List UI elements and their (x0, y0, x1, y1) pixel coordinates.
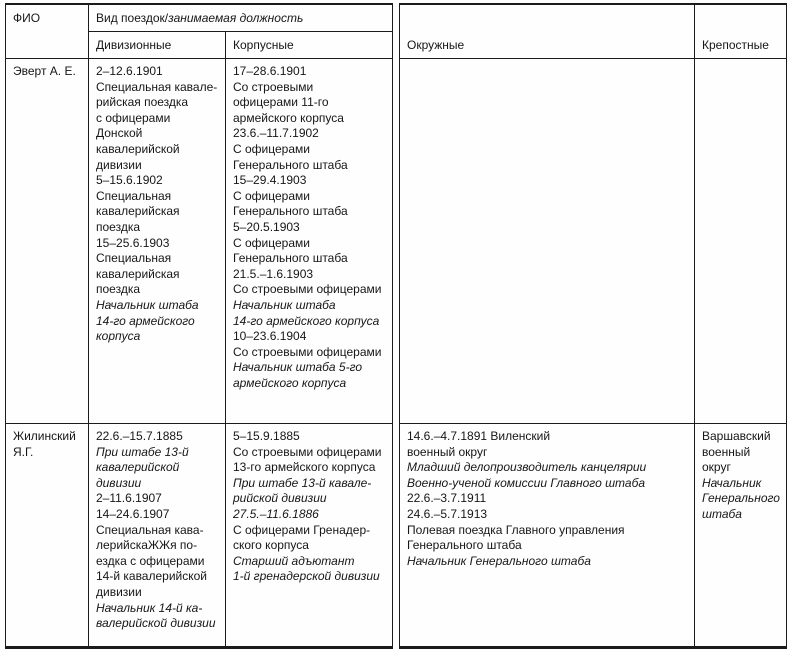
table-text-line: Начальник штаба (233, 297, 336, 312)
table-text-line: Младший делопроизводитель канцелярии (407, 460, 647, 475)
table-text-line: кавалерийская (96, 266, 180, 281)
table-text-line: Жилинский (13, 429, 76, 443)
cell-header-divisional: Дивизионные (89, 32, 226, 59)
table-text-line: Генерального штаба (233, 157, 348, 172)
table-text-line: поездка (96, 219, 141, 234)
cell-evert-fortress (695, 59, 786, 424)
table-text-line: Со строевыми офицерами (233, 444, 382, 459)
table-text-line: ского корпуса (233, 538, 309, 553)
table-text-line: Варшавский (702, 429, 771, 443)
table-text-line: Начальник (702, 475, 762, 490)
cell-zhilinsky-name (6, 424, 89, 646)
cell-zhilinsky-fortress (695, 424, 786, 646)
table-text-line: поездка (96, 282, 141, 297)
table-text-line: При штабе 13-й (96, 444, 189, 459)
table-text-line: Начальник Генерального штаба (407, 553, 591, 568)
table-text-line: 2–12.6.1901 (96, 64, 163, 78)
table-text-line: Специальная (96, 188, 172, 203)
table-text-line: 14-й кавалерийской (96, 569, 207, 584)
table-text-line: с офицерами (96, 110, 171, 125)
table-text-line: Специальная кавале- (96, 79, 218, 94)
table-text-line: Генерального штаба (233, 204, 348, 219)
table-text-line: 10–23.6.1904 (233, 329, 307, 344)
table-text-line: 14.6.–4.7.1891 Виленский (407, 429, 551, 443)
table-text-line: Генерального штаба (407, 538, 522, 553)
cell-zhilinsky-corps (226, 424, 392, 646)
table-text-line: Генерального (702, 491, 780, 506)
table-text-line: дивизии (96, 475, 142, 490)
table-text-line: 5–15.6.1902 (96, 173, 163, 188)
table-text-line: военный округ (407, 444, 488, 459)
table-text-line: 22.6.–15.7.1885 (96, 429, 183, 443)
table-text-line: дивизии (96, 584, 142, 599)
table-text-line: Начальник штаба 5-го (233, 360, 363, 375)
cell-header-fortress: Крепостные (695, 5, 786, 59)
trips-header-italic: занимаемая должность (168, 11, 304, 25)
table-text-line: рийской дивизии (233, 491, 327, 506)
table-text-line: 15–29.4.1903 (233, 173, 307, 188)
table-text-line: 5–15.9.1885 (233, 429, 300, 443)
table-text-line: Я.Г. (13, 444, 34, 459)
table-left-half (5, 3, 393, 649)
table-text-line: При штабе 13-й кавале- (233, 475, 372, 490)
table-text-line: лерийскаЖЖя по- (96, 538, 198, 553)
table-text-line: армейского корпуса (233, 375, 347, 390)
table-text-line: 1-й гренадерской дивизии (233, 569, 380, 584)
table-text-line: 13-го армейского корпуса (233, 460, 376, 475)
table-text-line: 23.6.–11.7.1902 (233, 126, 319, 141)
table-text-line: валерийской дивизии (96, 616, 216, 631)
table-text-line: Донской (96, 126, 143, 141)
table-text-line: Специальная кава- (96, 522, 204, 537)
table-text-line: дивизии (96, 157, 142, 172)
table-text-line: рийская поездка (96, 95, 189, 110)
table-text-line: Со строевыми офицерами (233, 282, 382, 297)
table-text-line: 14-го армейского корпуса (233, 313, 380, 328)
table-text-line: С офицерами (233, 235, 310, 250)
table-text-line: ездка с офицерами (96, 553, 205, 568)
table-text-line: 5–20.5.1903 (233, 219, 300, 234)
cell-header-trips (89, 5, 392, 32)
table-right-half (399, 3, 787, 649)
cell-header-district: Окружные (400, 5, 695, 59)
cell-header-fio: ФИО (6, 5, 89, 59)
table-text-line: кавалерийская (96, 204, 180, 219)
table-text-line: Военно-ученой комиссии Главного штаба (407, 475, 646, 490)
table-text-line: 14-го армейского (96, 313, 195, 328)
cell-evert-divisional (89, 59, 226, 424)
cell-evert-corps (226, 59, 392, 424)
table-text-line: 24.6.–5.7.1913 (407, 506, 488, 521)
table-text-line: кавалерийской (96, 460, 180, 475)
table-text-line: Начальник штаба (96, 297, 199, 312)
table-text-line: 14–24.6.1907 (96, 506, 170, 521)
table-text-line: корпуса (96, 329, 141, 344)
table-text-line: С офицерами Гренадер- (233, 522, 371, 537)
table-text-line: офицерами 11-го (233, 95, 329, 110)
table-text-line: Начальник 14-й ка- (96, 600, 203, 615)
table-text-line: 15–25.6.1903 (96, 235, 170, 250)
table-text-line: штаба (702, 506, 742, 521)
table-text-line: Со строевыми (233, 79, 314, 94)
table-text-line: 22.6.–3.7.1911 (407, 491, 487, 506)
table-text-line: С офицерами (233, 188, 310, 203)
table-text-line: военный (702, 444, 751, 459)
table-text-line: 27.5.–11.6.1886 (233, 506, 319, 521)
table-text-line: армейского корпуса (233, 110, 344, 125)
table-text-line: Генерального штаба (233, 251, 348, 266)
table-text-line: 2–11.6.1907 (96, 491, 162, 506)
cell-zhilinsky-district (400, 424, 695, 646)
table-text-line: Старший адъютант (233, 553, 355, 568)
table-text-line: Полевая поездка Главного управления (407, 522, 625, 537)
table-text-line: Эверт А. Е. (13, 64, 76, 78)
cell-zhilinsky-divisional (89, 424, 226, 646)
table-text-line: Специальная (96, 251, 172, 266)
table-text-line: кавалерийской (96, 141, 180, 156)
table-text-line: Со строевыми офицерами (233, 344, 382, 359)
trips-header-normal: Вид поездок/ (96, 11, 169, 25)
table-text-line: 17–28.6.1901 (233, 64, 307, 78)
cell-evert-name (6, 59, 89, 424)
table-text-line: 21.5.–1.6.1903 (233, 266, 314, 281)
table-text-line: С офицерами (233, 141, 310, 156)
cell-header-corps: Корпусные (226, 32, 392, 59)
cell-evert-district (400, 59, 695, 424)
table-text-line: округ (702, 460, 731, 475)
